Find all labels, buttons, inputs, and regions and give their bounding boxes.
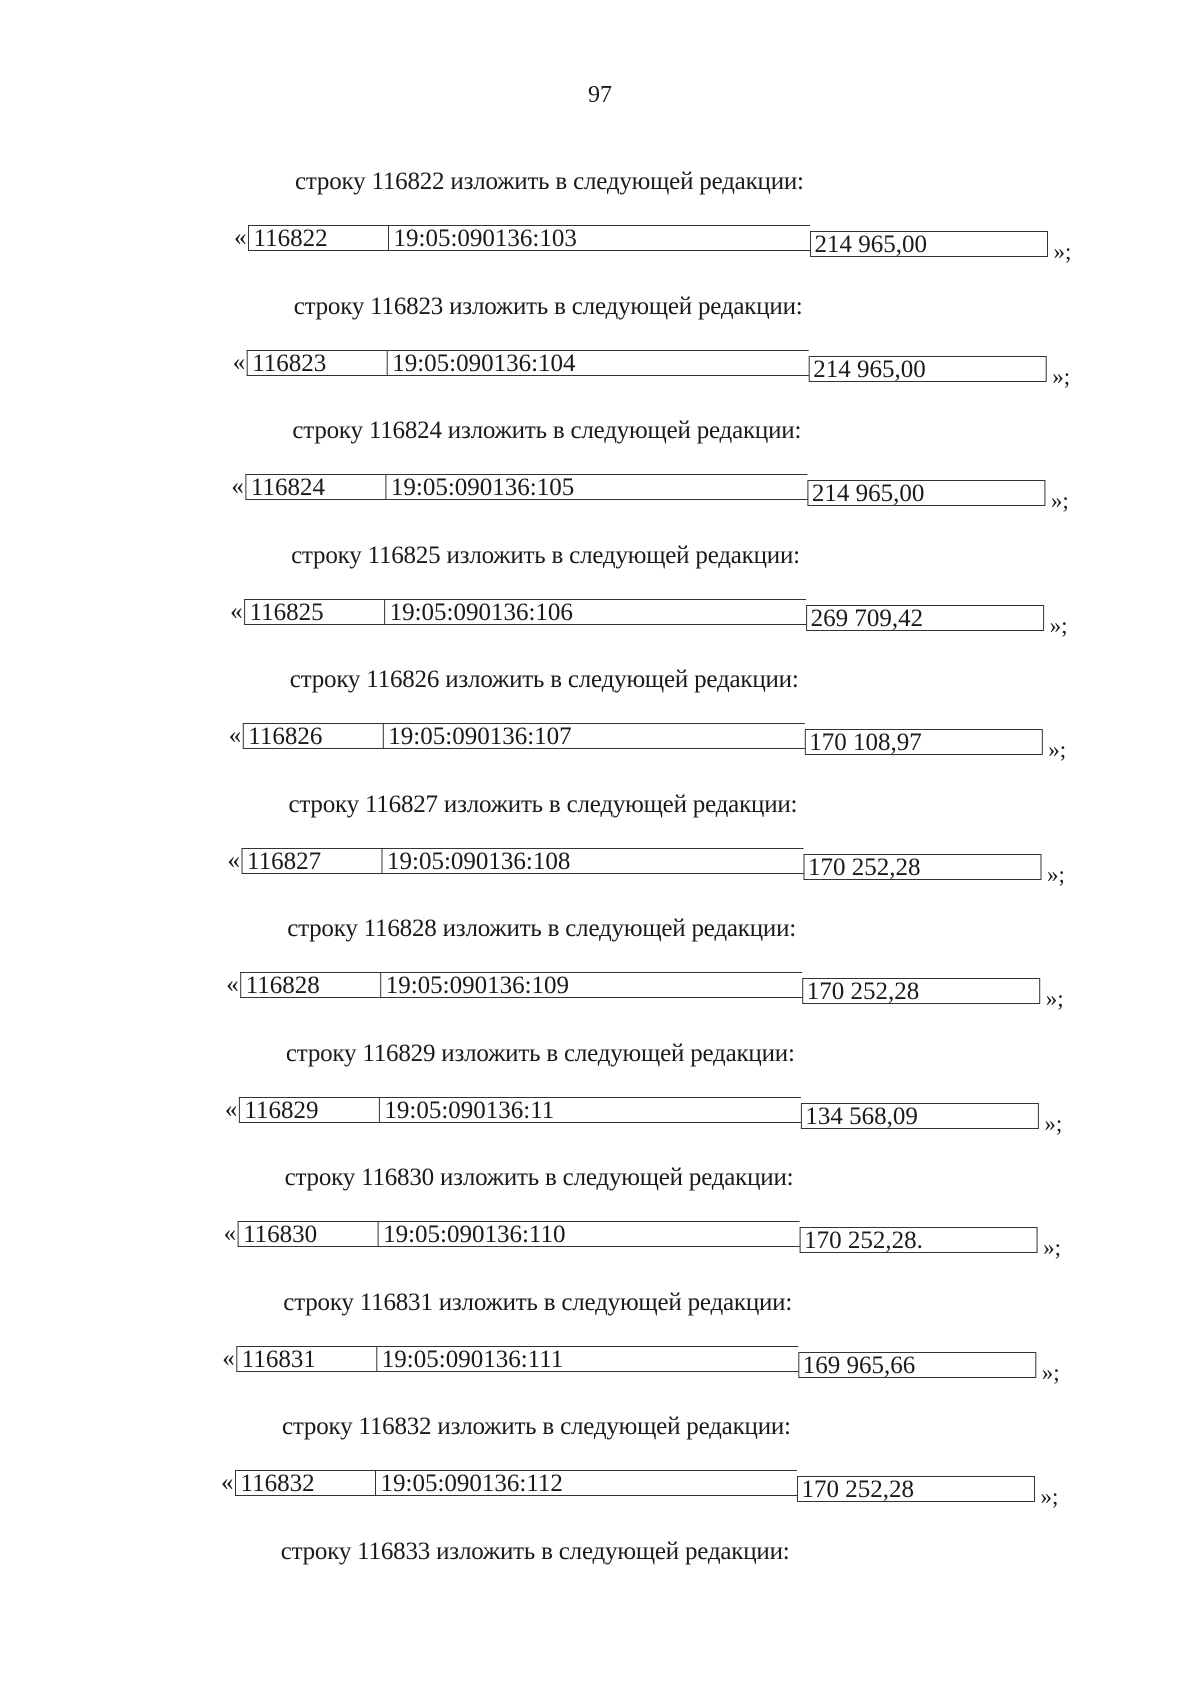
value-cell: 134 568,09 [800,1103,1038,1129]
open-quote: « [223,1220,237,1247]
row-number-cell: 116825 [244,599,384,625]
instruction-text: строку 116824 изложить в следующей редакции: [292,417,802,444]
row-number-cell: 116824 [245,474,385,500]
amendment-entry [0,160,1200,285]
amendment-entry [0,1405,1187,1530]
value-cell: 170 252,28 [797,1476,1035,1502]
cadastral-number-cell: 19:05:090136:112 [375,1470,797,1496]
table-cells [238,1097,1038,1129]
value-cell: 214 965,00 [807,480,1045,506]
open-quote: « [228,722,242,749]
cadastral-number-cell: 19:05:090136:111 [376,1346,798,1372]
table-cells [245,474,1045,506]
close-quote: »; [1049,612,1068,638]
open-quote: « [222,1344,235,1372]
cadastral-number-cell: 19:05:090136:104 [386,350,808,376]
amendment-entry [0,783,1194,908]
row-number-cell: 116830 [237,1221,377,1247]
instruction-text: строку 116830 изложить в следующей редакции: [284,1164,794,1191]
table-row [231,473,1069,513]
table-cells [244,599,1044,631]
table-row [224,1095,1063,1136]
amendment-entry [0,907,1192,1032]
instruction-text: строку 116832 изложить в следующей редакции: [282,1413,791,1440]
cadastral-number-cell: 19:05:090136:11 [378,1097,800,1123]
cadastral-number-cell: 19:05:090136:107 [382,723,804,749]
close-quote: »; [1043,1235,1061,1260]
table-cells [235,1470,1035,1502]
amendment-entry [0,1530,1186,1655]
amendment-entry [0,409,1197,534]
cadastral-number-cell: 19:05:090136:110 [377,1221,799,1247]
instruction-text: строку 116825 изложить в следующей редакции: [291,541,800,569]
open-quote: « [234,224,247,251]
row-number-cell: 116832 [235,1470,375,1496]
amendment-entry [0,285,1199,410]
row-number-cell: 116827 [241,848,381,874]
table-cells [246,350,1046,382]
amendment-entry [0,1281,1188,1406]
value-cell: 170 252,28 [803,854,1041,880]
row-number-cell: 116828 [240,972,380,998]
table-cells [240,972,1040,1004]
cadastral-number-cell: 19:05:090136:109 [380,972,802,998]
row-number-cell: 116829 [238,1097,378,1123]
row-number-cell: 116831 [236,1346,376,1372]
table-cells [248,225,1048,257]
close-quote: »; [1045,986,1064,1011]
open-quote: « [226,971,239,998]
value-cell: 214 965,00 [810,231,1048,257]
table-row [222,1344,1060,1385]
close-quote: »; [1050,488,1069,513]
instruction-text: строку 116822 изложить в следующей редакции: [295,168,804,195]
open-quote: « [221,1469,234,1496]
cadastral-number-cell: 19:05:090136:103 [388,225,810,251]
open-quote: « [231,473,244,500]
instruction-text: строку 116828 изложить в следующей редакции: [287,915,797,942]
cadastral-number-cell: 19:05:090136:108 [381,848,803,874]
amendment-entry [0,1156,1190,1281]
instruction-text: строку 116823 изложить в следующей редакции: [293,292,803,320]
table-row [232,348,1071,389]
open-quote: « [227,846,240,874]
cadastral-number-cell: 19:05:090136:105 [385,474,807,500]
close-quote: »; [1044,1110,1063,1136]
instruction-text: строку 116826 изложить в следующей редакции: [289,666,799,693]
close-quote: »; [1048,737,1067,762]
value-cell: 169 965,66 [798,1352,1036,1378]
amendment-entry [0,534,1196,659]
table-cells [237,1221,1037,1253]
table-cells [242,723,1042,755]
table-row [228,722,1067,762]
instruction-text: строку 116829 изложить в следующей редакции: [285,1039,795,1067]
amendment-list [0,160,1200,1654]
row-number-cell: 116823 [246,350,386,376]
table-cells [236,1346,1036,1378]
open-quote: « [230,597,243,625]
row-number-cell: 116826 [242,723,382,749]
row-number-cell: 116822 [248,225,388,251]
close-quote: »; [1041,1359,1060,1385]
table-row [226,971,1064,1011]
value-cell: 170 252,28. [799,1227,1037,1253]
instruction-text: строку 116831 изложить в следующей редакции: [283,1288,793,1316]
table-row [221,1469,1059,1509]
table-row [227,846,1065,887]
instruction-text: строку 116827 изложить в следующей редакции: [288,790,798,818]
close-quote: »; [1047,861,1065,887]
cadastral-number-cell: 19:05:090136:106 [384,599,806,625]
open-quote: « [224,1095,238,1123]
value-cell: 269 709,42 [806,605,1044,631]
table-row [230,597,1068,638]
close-quote: »; [1052,363,1071,389]
value-cell: 170 252,28 [802,978,1040,1004]
value-cell: 170 108,97 [804,729,1042,755]
table-row [234,224,1072,264]
value-cell: 214 965,00 [808,356,1046,382]
instruction-text: строку 116833 изложить в следующей редакции: [280,1537,790,1565]
amendment-entry [0,1032,1191,1157]
table-cells [241,848,1041,880]
close-quote: »; [1053,239,1072,264]
amendment-entry [0,658,1195,783]
page-number: 97 [588,82,612,108]
table-row [223,1220,1061,1260]
close-quote: »; [1040,1484,1059,1509]
open-quote: « [232,348,246,376]
